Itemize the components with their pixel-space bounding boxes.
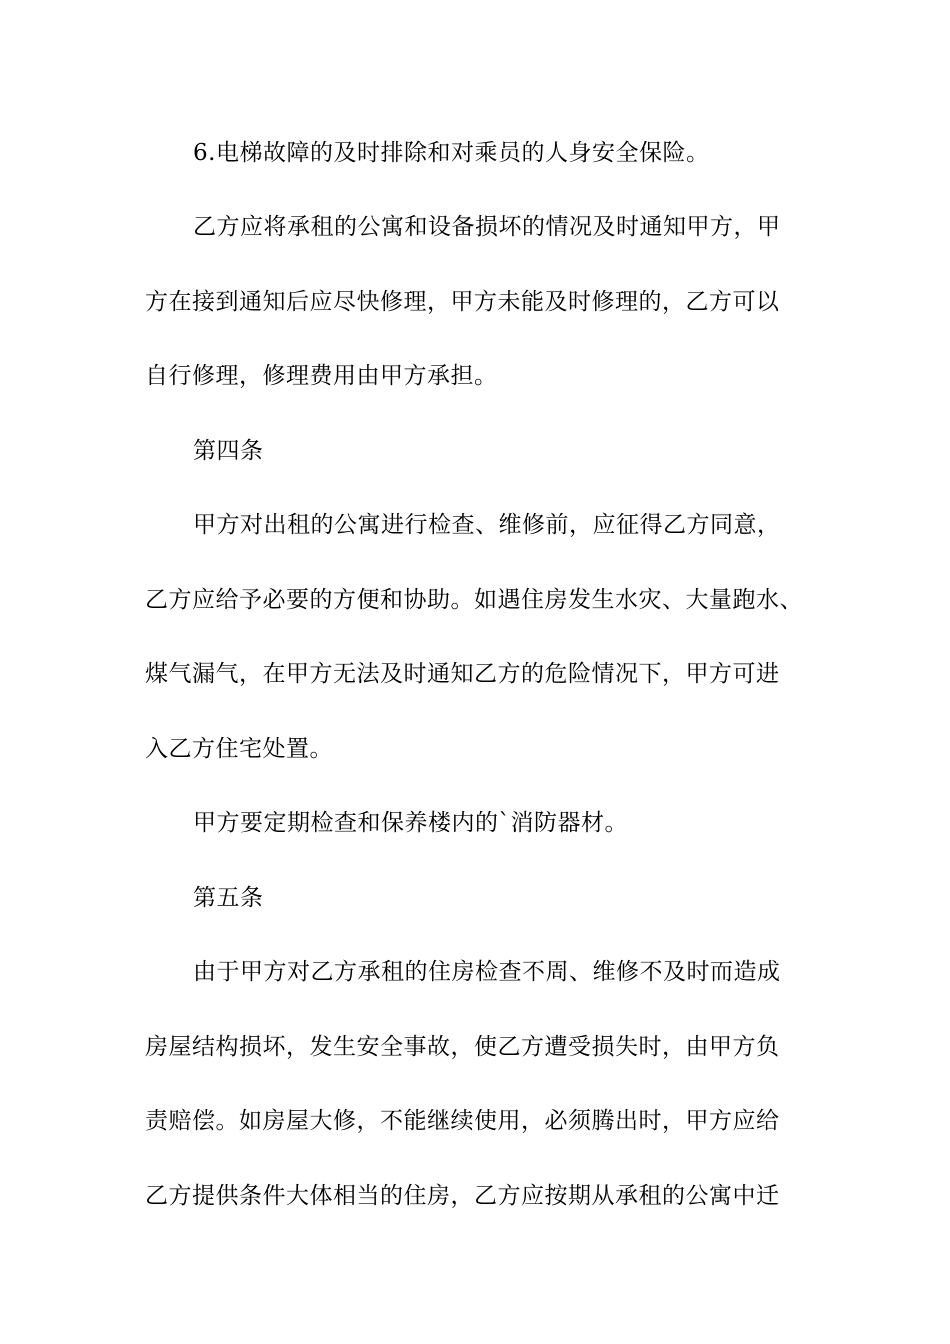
- paragraph-line: 乙方提供条件大体相当的住房，乙方应按期从承租的公寓中迁: [145, 1183, 780, 1209]
- paragraph-line: 乙方应将承租的公寓和设备损坏的情况及时通知甲方，甲: [193, 214, 781, 240]
- paragraph-line: 自行修理，修理费用由甲方承担。: [145, 363, 498, 389]
- paragraph-line: 责赔偿。如房屋大修，不能继续使用，必须腾出时，甲方应给: [145, 1108, 780, 1134]
- paragraph-line: 甲方对出租的公寓进行检查、维修前，应征得乙方同意，: [193, 512, 781, 538]
- paragraph-line: 房屋结构损坏，发生安全事故，使乙方遭受损失时，由甲方负: [145, 1034, 780, 1060]
- paragraph-line: 由于甲方对乙方承租的住房检查不周、维修不及时而造成: [193, 959, 781, 985]
- paragraph-line: 入乙方住宅处置。: [145, 736, 333, 762]
- paragraph-line: 甲方要定期检查和保养楼内的`消防器材。: [193, 810, 628, 836]
- paragraph-line: 6.电梯故障的及时排除和对乘员的人身安全保险。: [193, 140, 710, 166]
- article-heading: 第五条: [193, 885, 264, 911]
- paragraph-line: 乙方应给予必要的方便和协助。如遇住房发生水灾、大量跑水、: [145, 587, 803, 613]
- article-heading: 第四条: [193, 438, 264, 464]
- paragraph-line: 方在接到通知后应尽快修理，甲方未能及时修理的，乙方可以: [145, 289, 780, 315]
- paragraph-line: 煤气漏气，在甲方无法及时通知乙方的危险情况下，甲方可进: [145, 661, 780, 687]
